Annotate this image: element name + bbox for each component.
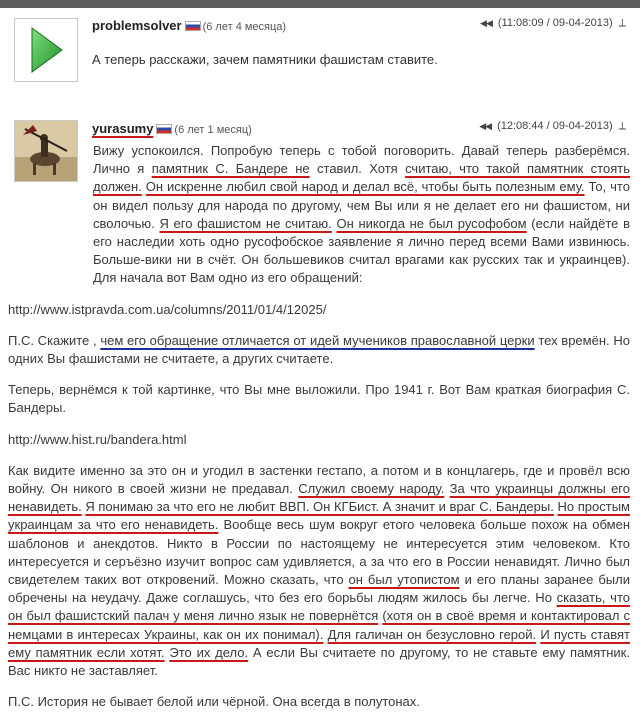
paragraph-3: Теперь, вернёмся к той картинке, что Вы мне выложили. Про 1941 г. Вот Вам краткая биография С. Бандеры. — [8, 382, 630, 416]
play-arrow-icon — [15, 19, 77, 81]
author-name[interactable]: problemsolver — [92, 18, 182, 33]
post-timestamp: ◀◀ (12:08:44 / 09-04-2013) ⟂ — [479, 120, 626, 132]
pin-icon[interactable]: ⟂ — [618, 120, 626, 132]
post-meta — [92, 120, 626, 138]
paragraph-1: Вижу успокоился. Попробую теперь с тобой поговорить. Давай теперь разберёмся. Лично я памятник С. Бандере не ставил. Хотя считаю, что такой памятник стоять должен. Он искренне любил свой народ и делал всё, чтобы быть полезным ему. То, что он видел пользу для народа по другому, чем Вы или я не делает его ни фашистом, ни сволочью. Я его фашистом не считаю. Он никогда не был русофобом (если найдёте в его наследии хоть одно русофобское заявление я лично перед всеми Вами извинюсь. Больше-вики ни в счёт. Он большевиков считал врагами как русских так и украинцев). Для начала вот Вам одно из его обращений: — [93, 143, 630, 286]
member-since: (6 лет 1 месяц) — [174, 124, 252, 136]
flag-icon — [156, 124, 172, 134]
pin-icon[interactable]: ⟂ — [618, 17, 626, 29]
paragraph-4: Как видите именно за это он и угодил в застенки гестапо, а потом и в концлагерь, где и провёл всю войну. Он никого в своей жизни не предавал. Служил своему народу. За что украинцы должны его ненавидеть. Я понимаю за что его не любит ВВП. Он КГБист. А значит и враг С. Бандеры. Но простым украинцам за что его ненавидеть. Вообще весь шум вокруг етого человека больше похож на обмен шаблонов и анекдотов. Никто в России по настоящему не интересуется этим человеком. Кто интересуется и серъёзно изучит вопрос сам удивляется, а за что его в России ненавидят. Лично был свидетелем таких вот откровений. Можно сказать, что он был утопистом и его планы заранее были обречены на неудачу. Даже соглашусь, что без его борьбы людям жилось бы легче. Но сказать, что он был фашистский палач у меня лично язык не повернётся (хотя он в своё время и контактировал с немцами в интересах Украины, как он их понимал). Для галичан он безусловно герой. И пусть ставят ему памятник если хотят. Это их дело. А если Вы считаете по другому, то не ставьте ему памятник. Вас никто не заставляет. — [8, 462, 630, 679]
link-2[interactable]: http://www.hist.ru/bandera.html — [8, 431, 187, 447]
link-1[interactable]: http://www.istpravda.com.ua/columns/2011/01/4/12025/ — [8, 301, 327, 317]
member-since: (6 лет 4 месяца) — [202, 21, 287, 33]
post-timestamp: ◀◀ (11:08:09 / 09-04-2013) ⟂ — [480, 17, 626, 29]
post-text — [8, 142, 630, 724]
back-arrow-icon[interactable]: ◀◀ — [480, 18, 492, 28]
post-meta — [92, 17, 626, 35]
avatar[interactable] — [14, 18, 78, 82]
author-name[interactable]: yurasumy — [92, 121, 154, 136]
paragraph-2: П.С. Скажите , чем его обращение отличается от идей мучеников православной церки тех времён. Но одних Вы фашистами не считаете, а других считаете. — [8, 332, 630, 367]
back-arrow-icon[interactable]: ◀◀ — [479, 121, 492, 131]
top-strip — [0, 0, 640, 8]
paragraph-5: П.С. История не бывает белой или чёрной. Она всегда в полутонах. — [8, 694, 420, 710]
post-text: А теперь расскажи, зачем памятники фашистам ставите. — [92, 52, 438, 67]
comment-post-1 — [0, 8, 640, 88]
flag-icon — [185, 21, 201, 31]
